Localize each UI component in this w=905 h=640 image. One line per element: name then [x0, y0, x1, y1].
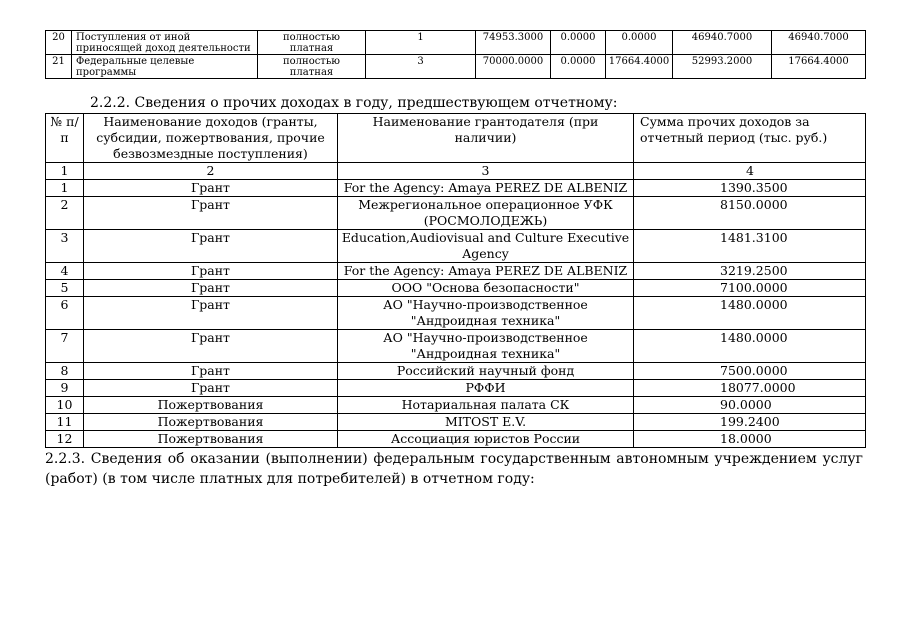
cell-col5: 74953.3000: [476, 31, 551, 55]
cell-col8: 46940.7000: [673, 31, 772, 55]
cell-amount: [634, 280, 866, 297]
cell-amount: [634, 380, 866, 397]
cell-col5: 70000.0000: [476, 55, 551, 79]
cell-num: 20: [46, 31, 72, 55]
table-row: [46, 263, 866, 280]
cell-amount-text: 90.0000: [720, 397, 772, 412]
cell-amount: [634, 397, 866, 414]
cell-num: 21: [46, 55, 72, 79]
cell-grantor: [338, 330, 634, 363]
cell-grantor: [338, 363, 634, 380]
cell-num: 1: [46, 180, 84, 197]
section-2-2-3-text: 2.2.3. Сведения об оказании (выполнении) федеральным государственным автономным учреждением услуг (работ) (в том числе платных для потребителей) в отчетном году:: [45, 451, 863, 487]
cell-grantor-text: АО "Научно-производственное "Андроидная техника": [383, 330, 588, 361]
cell-grantor: [338, 397, 634, 414]
cell-amount: [634, 363, 866, 380]
cell-amount-text: 1390.3500: [720, 180, 788, 195]
header-income-name: Наименование доходов (гранты, субсидии, пожертвования, прочие безвозмездные поступления): [84, 114, 338, 163]
section-2-2-2-title: 2.2.2. Сведения о прочих доходах в году, предшествующем отчетному:: [90, 95, 618, 111]
table-row: [46, 230, 866, 263]
cell-col4: 3: [366, 55, 476, 79]
table-row: [46, 31, 866, 55]
cell-type: Грант: [84, 197, 338, 230]
cell-amount: [634, 297, 866, 330]
cell-amount-text: 1481.3100: [720, 230, 788, 245]
table-row: [46, 397, 866, 414]
cell-num: 10: [46, 397, 84, 414]
cell-grantor: [338, 380, 634, 397]
cell-num: 9: [46, 380, 84, 397]
cell-name: Поступления от иной приносящей доход деятельности: [72, 31, 258, 55]
cell-amount: [634, 330, 866, 363]
cell-num: 6: [46, 297, 84, 330]
column-number: 4: [634, 163, 866, 180]
cell-amount: [634, 197, 866, 230]
cell-col6: 0.0000: [551, 55, 606, 79]
cell-num: 11: [46, 414, 84, 431]
cell-grantor-text: Ассоциация юристов России: [390, 431, 581, 446]
cell-grantor-text: For the Agency: Amaya PEREZ DE ALBENIZ: [343, 263, 628, 278]
header-amount: Сумма прочих доходов за отчетный период (тыс. руб.): [634, 114, 866, 163]
cell-grantor: [338, 230, 634, 263]
cell-grantor: [338, 263, 634, 280]
table-row: [46, 380, 866, 397]
cell-type: Грант: [84, 297, 338, 330]
cell-grantor-text: Нотариальная палата СК: [401, 397, 570, 412]
services-income-table-continuation: [45, 30, 866, 79]
table-row: [46, 330, 866, 363]
cell-amount-text: 7500.0000: [720, 363, 788, 378]
cell-amount-text: 7100.0000: [720, 280, 788, 295]
cell-grantor: [338, 297, 634, 330]
cell-grantor: [338, 280, 634, 297]
cell-type: Грант: [84, 263, 338, 280]
cell-amount: [634, 431, 866, 448]
cell-grantor-text: Education,Audiovisual and Culture Executive Agency: [341, 230, 630, 261]
cell-amount: [634, 180, 866, 197]
column-number: 3: [338, 163, 634, 180]
cell-amount-text: 199.2400: [720, 414, 780, 429]
cell-grantor: [338, 414, 634, 431]
cell-amount: [634, 263, 866, 280]
cell-type: Грант: [84, 330, 338, 363]
cell-type: Грант: [84, 280, 338, 297]
table-row: [46, 280, 866, 297]
cell-amount-text: 1480.0000: [720, 297, 788, 312]
cell-grantor-text: Межрегиональное операционное УФК (РОСМОЛОДЕЖЬ): [358, 197, 613, 228]
cell-type: Грант: [84, 180, 338, 197]
column-numbers-row: [46, 163, 866, 180]
column-number: 1: [46, 163, 84, 180]
cell-num: 8: [46, 363, 84, 380]
cell-col7: 17664.4000: [606, 55, 673, 79]
cell-num: 12: [46, 431, 84, 448]
cell-type: Пожертвования: [84, 397, 338, 414]
cell-amount: [634, 414, 866, 431]
cell-amount-text: 18077.0000: [720, 380, 796, 395]
other-income-table: [45, 113, 866, 448]
table-row: [46, 297, 866, 330]
cell-type: Пожертвования: [84, 431, 338, 448]
cell-type: Грант: [84, 230, 338, 263]
cell-name: Федеральные целевые программы: [72, 55, 258, 79]
header-number: № п/п: [46, 114, 84, 163]
cell-grantor-text: For the Agency: Amaya PEREZ DE ALBENIZ: [343, 180, 628, 195]
cell-amount-text: 8150.0000: [720, 197, 788, 212]
cell-grantor: [338, 197, 634, 230]
cell-grantor-text: РФФИ: [465, 380, 506, 395]
cell-amount-text: 18.0000: [720, 431, 772, 446]
header-grantor: Наименование грантодателя (при наличии): [338, 114, 634, 163]
table-row: [46, 414, 866, 431]
cell-type: Пожертвования: [84, 414, 338, 431]
cell-amount: [634, 230, 866, 263]
column-number: 2: [84, 163, 338, 180]
cell-type: Грант: [84, 363, 338, 380]
cell-type: полностью платная: [258, 55, 366, 79]
table-row: [46, 180, 866, 197]
cell-col8: 52993.2000: [673, 55, 772, 79]
cell-num: 3: [46, 230, 84, 263]
table-header-row: [46, 114, 866, 163]
cell-grantor: [338, 180, 634, 197]
table-row: [46, 363, 866, 380]
cell-grantor: [338, 431, 634, 448]
cell-type: Грант: [84, 380, 338, 397]
cell-grantor-text: Российский научный фонд: [396, 363, 575, 378]
cell-amount-text: 1480.0000: [720, 330, 788, 345]
cell-col6: 0.0000: [551, 31, 606, 55]
cell-num: 4: [46, 263, 84, 280]
table-row: [46, 431, 866, 448]
cell-col4: 1: [366, 31, 476, 55]
cell-num: 5: [46, 280, 84, 297]
table-row: [46, 55, 866, 79]
cell-grantor-text: ООО "Основа безопасности": [391, 280, 580, 295]
table-row: [46, 197, 866, 230]
cell-col7: 0.0000: [606, 31, 673, 55]
cell-grantor-text: MITOST E.V.: [444, 414, 527, 429]
cell-col9: 46940.7000: [772, 31, 866, 55]
cell-amount-text: 3219.2500: [720, 263, 788, 278]
cell-num: 7: [46, 330, 84, 363]
cell-type: полностью платная: [258, 31, 366, 55]
cell-num: 2: [46, 197, 84, 230]
cell-grantor-text: АО "Научно-производственное "Андроидная техника": [383, 297, 588, 328]
cell-col9: 17664.4000: [772, 55, 866, 79]
